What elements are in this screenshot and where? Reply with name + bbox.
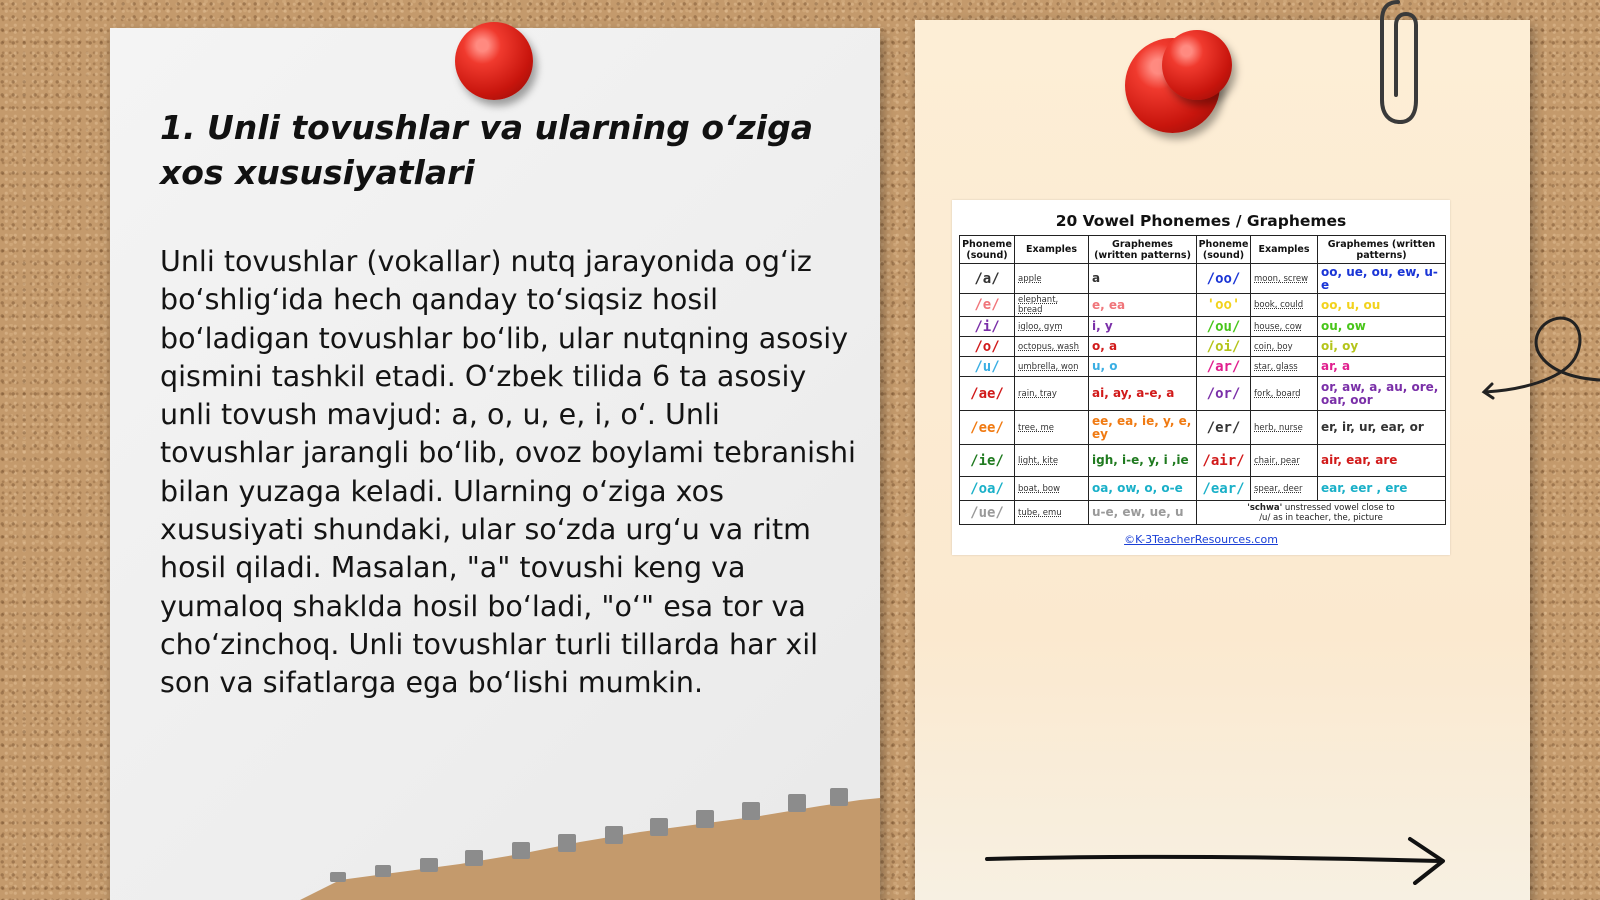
graphemes-cell: oo, ue, ou, ew, u-e — [1318, 264, 1446, 294]
header-examples: Examples — [1015, 236, 1089, 264]
slide-title: 1. Unli tovushlar va ularning o‘ziga xos xususiyatlari — [160, 108, 813, 192]
phoneme-cell: /i/ — [960, 317, 1015, 337]
table-row — [960, 264, 1446, 294]
phoneme-cell: /oa/ — [960, 477, 1015, 501]
table-row — [960, 337, 1446, 357]
examples-cell: elephant, bread — [1015, 294, 1089, 317]
graphemes-cell: igh, i-e, y, i ,ie — [1089, 445, 1197, 477]
table-row — [960, 317, 1446, 337]
graphemes-cell: oi, oy — [1318, 337, 1446, 357]
phoneme-cell: /ie/ — [960, 445, 1015, 477]
examples-cell: book, could — [1251, 294, 1318, 317]
schwa-note — [1197, 501, 1446, 525]
phoneme-cell: /e/ — [960, 294, 1015, 317]
arrow-right-doodle — [985, 835, 1450, 885]
examples-cell: octopus, wash — [1015, 337, 1089, 357]
header-examples: Examples — [1251, 236, 1318, 264]
graphemes-cell: e, ea — [1089, 294, 1197, 317]
table-row — [960, 477, 1446, 501]
vowel-table — [959, 235, 1446, 525]
phoneme-cell: /ear/ — [1197, 477, 1251, 501]
phoneme-cell: /ee/ — [960, 411, 1015, 445]
graphemes-cell: ee, ea, ie, y, e, ey — [1089, 411, 1197, 445]
examples-cell: apple — [1015, 264, 1089, 294]
phoneme-cell: /ae/ — [960, 377, 1015, 411]
phoneme-cell: /ar/ — [1197, 357, 1251, 377]
examples-cell: light, kite — [1015, 445, 1089, 477]
curly-arrow-doodle — [1480, 300, 1600, 410]
phoneme-cell: /a/ — [960, 264, 1015, 294]
examples-cell: star, glass — [1251, 357, 1318, 377]
examples-cell: umbrella, won — [1015, 357, 1089, 377]
credit-link[interactable]: ©K-3TeacherResources.com — [1124, 533, 1278, 546]
phoneme-cell: /u/ — [960, 357, 1015, 377]
graphemes-cell: a — [1089, 264, 1197, 294]
header-phoneme: Phoneme (sound) — [1197, 236, 1251, 264]
examples-cell: rain, tray — [1015, 377, 1089, 411]
examples-cell: fork, board — [1251, 377, 1318, 411]
schwa-line-1: unstressed vowel close to — [1284, 502, 1395, 513]
paperclip-icon — [1376, 0, 1436, 125]
examples-cell: chair, pear — [1251, 445, 1318, 477]
table-row — [960, 445, 1446, 477]
graphemes-cell: u-e, ew, ue, u — [1089, 501, 1197, 525]
examples-cell: tube, emu — [1015, 501, 1089, 525]
examples-cell: house, cow — [1251, 317, 1318, 337]
phoneme-cell: /ue/ — [960, 501, 1015, 525]
vowel-phonemes-chart — [952, 200, 1450, 555]
examples-cell: moon, screw — [1251, 264, 1318, 294]
examples-cell: igloo, gym — [1015, 317, 1089, 337]
header-graphemes: Graphemes (written patterns) — [1318, 236, 1446, 264]
phoneme-cell: /air/ — [1197, 445, 1251, 477]
phoneme-cell: /oo/ — [1197, 264, 1251, 294]
graphemes-cell: ear, eer , ere — [1318, 477, 1446, 501]
header-phoneme: Phoneme (sound) — [960, 236, 1015, 264]
red-pushpin-icon — [455, 22, 533, 100]
phoneme-cell: /oi/ — [1197, 337, 1251, 357]
phoneme-cell: /ou/ — [1197, 317, 1251, 337]
graphemes-cell: oo, u, ou — [1318, 294, 1446, 317]
header-graphemes: Graphemes (written patterns) — [1089, 236, 1197, 264]
phoneme-cell: 'oo' — [1197, 294, 1251, 317]
slide-body-text: Unli tovushlar (vokallar) nutq jarayonida og‘iz bo‘shlig‘ida hech qanday to‘siqsiz hosil bo‘ladigan tovushlar bo‘lib, ular nutqning asosiy qismini tashkil etadi. O‘zbek tilida 6 ta asosiy unli tovush mavjud: a, o, u, e, i, o‘. Unli tovushlar jarangli bo‘lib, ovoz boylami tebranishi bilan yuzaga keladi. Ularning o‘ziga xos xususiyati shundaki, ular so‘zda urg‘u va ritm hosil qiladi. Masalan, "a" tovushi keng va yumaloq shaklda hosil bo‘ladi, "o‘" esa tor va cho‘zinchoq. Unli tovushlar turli tillarda har xil son va sifatlarga ega bo‘lishi mumkin. — [160, 245, 856, 700]
graphemes-cell: or, aw, a, au, ore, oar, oor — [1318, 377, 1446, 411]
examples-cell: boat, bow — [1015, 477, 1089, 501]
graphemes-cell: i, y — [1089, 317, 1197, 337]
table-row — [960, 357, 1446, 377]
table-header-row — [960, 236, 1446, 264]
graphemes-cell: o, a — [1089, 337, 1197, 357]
schwa-label: 'schwa' — [1247, 502, 1283, 513]
table-row — [960, 501, 1446, 525]
red-pushpin-head-icon — [1162, 30, 1232, 100]
graphemes-cell: ar, a — [1318, 357, 1446, 377]
graphemes-cell: ou, ow — [1318, 317, 1446, 337]
chart-title: 20 Vowel Phonemes / Graphemes — [1055, 212, 1347, 230]
examples-cell: coin, boy — [1251, 337, 1318, 357]
examples-cell: spear, deer — [1251, 477, 1318, 501]
graphemes-cell: oa, ow, o, o-e — [1089, 477, 1197, 501]
torn-paper-edge — [300, 780, 880, 900]
schwa-line-2: /u/ as in teacher, the, picture — [1259, 512, 1383, 523]
graphemes-cell: air, ear, are — [1318, 445, 1446, 477]
table-row — [960, 411, 1446, 445]
graphemes-cell: er, ir, ur, ear, or — [1318, 411, 1446, 445]
examples-cell: herb, nurse — [1251, 411, 1318, 445]
phoneme-cell: /or/ — [1197, 377, 1251, 411]
graphemes-cell: ai, ay, a-e, a — [1089, 377, 1197, 411]
table-row — [960, 294, 1446, 317]
phoneme-cell: /er/ — [1197, 411, 1251, 445]
table-row — [960, 377, 1446, 411]
graphemes-cell: u, o — [1089, 357, 1197, 377]
phoneme-cell: /o/ — [960, 337, 1015, 357]
examples-cell: tree, me — [1015, 411, 1089, 445]
